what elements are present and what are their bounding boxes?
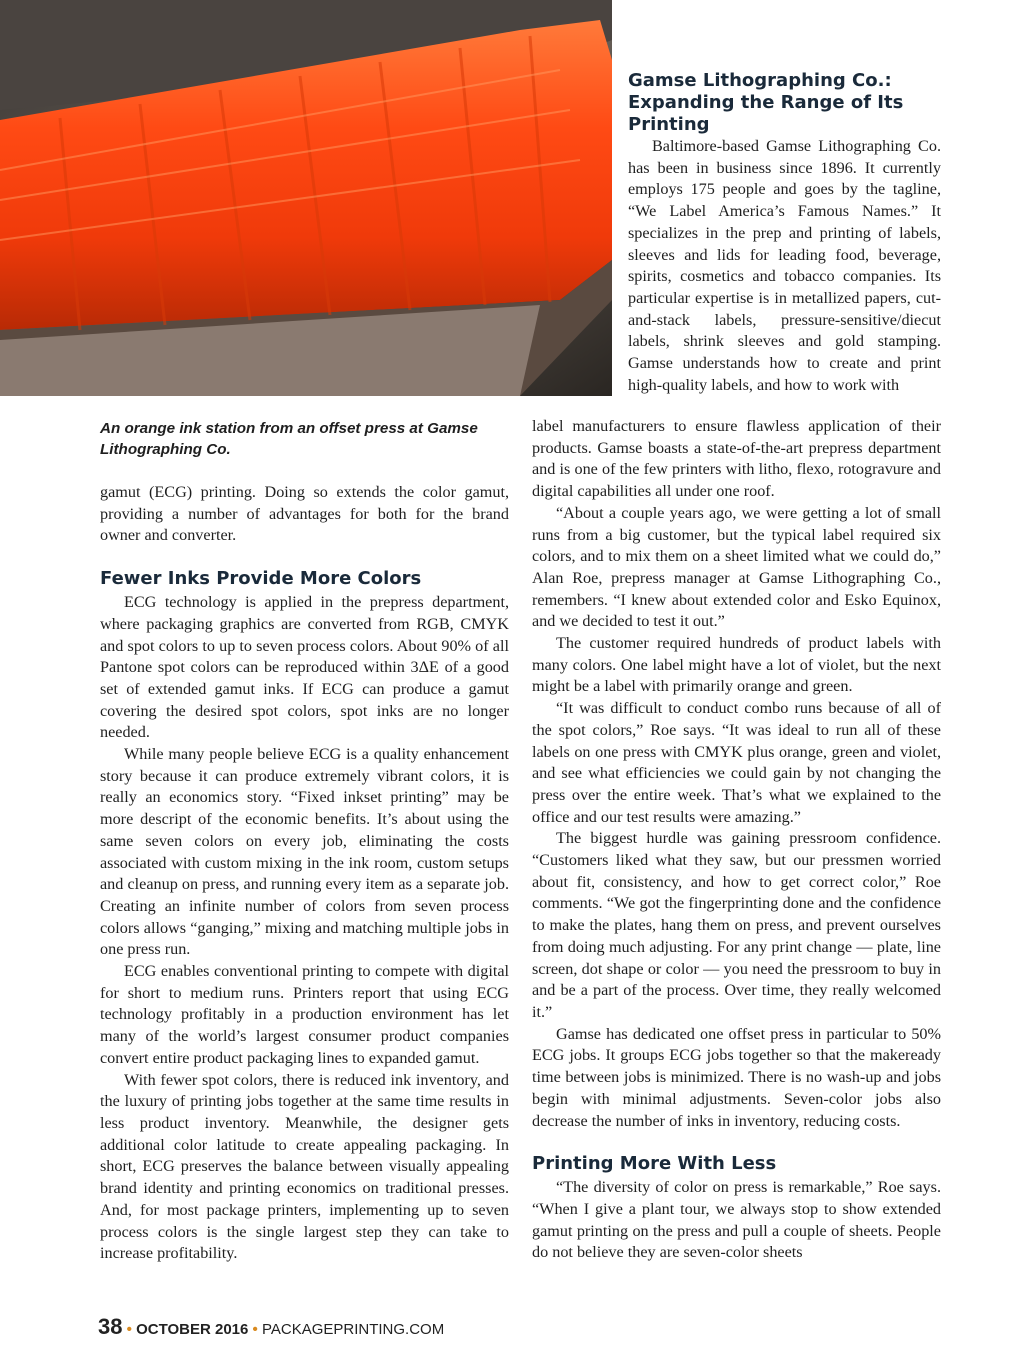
page-number: 38 [98, 1314, 123, 1339]
left-intro: gamut (ECG) printing. Doing so extends the color gamut, providing a number of advantages for both for the brand owner and converter. [100, 483, 509, 545]
section-heading-fewer-inks: Fewer Inks Provide More Colors [100, 568, 422, 590]
photo-caption: An orange ink station from an offset press at Gamse Lithographing Co. [100, 420, 478, 458]
section-heading-printing-more: Printing More With Less [532, 1153, 777, 1175]
sidebar-wrap-text [628, 136, 941, 396]
separator-dot: • [252, 1321, 258, 1338]
separator-dot: • [126, 1321, 132, 1338]
right-paragraph: The customer required hundreds of product labels with many colors. One label might have a lot of violet, but the next might be a label with primarily orange and green. [532, 634, 941, 696]
right-paragraph: The biggest hurdle was gaining pressroom confidence. “Customers liked what they saw, but our pressmen worried about fit, consistency, and how to get correct color,” Roe comments. “We got the fingerprinting done and the confidence to make the plates, hang them on press, and prevent ourselves from doing much adjusting. For any print change — plate, line screen, dot shape or color — you need the pressroom to buy in and be a part of the process. Over time, they really welcomed it.” [532, 829, 941, 1021]
right-paragraph: label manufacturers to ensure flawless application of their products. Gamse boasts a state-of-the-art prepress department and is one of the few printers with litho, flexo, rotogravure and digital capabilities all under one roof. [532, 417, 941, 501]
left-paragraph: ECG enables conventional printing to compete with digital for short to medium runs. Printers report that using ECG technology profitably in a production environment has let many of the world’s largest consumer product companies convert entire product packaging lines to expanded gamut. [100, 962, 509, 1067]
left-paragraph: With fewer spot colors, there is reduced ink inventory, and the luxury of printing jobs together at the same time results in less product inventory. Meanwhile, the designer gets additional color latitude to create appealing packaging. In short, ECG preserves the balance between visually appealing brand identity and printing economics on traditional presses. And, for most package printers, implementing up to seven process colors is the single largest step they can take to increase profitability. [100, 1070, 509, 1263]
site-url: PACKAGEPRINTING.COM [261, 1321, 445, 1338]
right-paragraph: “The diversity of color on press is remarkable,” Roe says. “When I give a plant tour, we always stop to show extended gamut printing on the press and pull a couple of sheets. People do not believe they are seven-color sheets [532, 1178, 941, 1262]
sidebar-heading: Gamse Lithographing Co.: Expanding the Range of Its Printing [628, 70, 904, 135]
left-paragraph: ECG technology is applied in the prepress department, where packaging graphics are converted from RGB, CMYK and spot colors to up to seven process colors. About 90% of all Pantone spot colors can be reproduced within 3ΔE of a good set of extended gamut inks. If ECG can produce a gamut covering the desired spot colors, spot inks are no longer needed. [100, 593, 509, 742]
left-paragraph: While many people believe ECG is a quality enhancement story because it can produce extremely vibrant colors, it is really an economics story. “Fixed inkset printing” may be more descript of the economic benefits. It’s about using the same seven colors on every job, eliminating the costs associated with custom mixing in the ink room, custom setups and cleanup on press, and running every item as a separate job. Creating an infinite number of colors from seven process colors allows “ganging,” mixing and matching multiple jobs in one press run. [100, 745, 509, 959]
sidebar-paragraph: Baltimore-based Gamse Lithographing Co. has been in business since 1896. It currently employs 175 people and goes by the tagline, “We Label America’s Famous Names.” It specializes in the prep and printing of labels, sleeves and lids for leading food, beverage, spirits, cosmetics and tobacco companies. Its particular expertise is in metallized papers, cut-and-stack labels, pressure-sensitive/diecut labels, shrink sleeves and gold stamping. Gamse understands how to create and print high-quality labels, and how to work with [628, 137, 941, 394]
left-column [100, 482, 509, 1265]
page-footer [98, 1314, 444, 1340]
issue-date: OCTOBER 2016 [136, 1321, 249, 1338]
right-paragraph: “It was difficult to conduct combo runs because of all of the spot colors,” Roe says. “It was ideal to run all of these labels on one press with CMYK plus orange, green and violet, and see what efficiencies we could gain by not changing the press over the entire week. That’s what we explained to the office and our test results were amazing.” [532, 699, 941, 826]
right-column [532, 416, 941, 1264]
right-paragraph: “About a couple years ago, we were getting a lot of small runs from a big customer, but the typical label required six colors, and to mix them on a sheet limited what we could do,” Alan Roe, prepress manager at Gamse Lithographing Co., remembers. “I knew about extended color and Esko Equinox, and we decided to test it out.” [532, 503, 941, 631]
orange-ink-rollers-photo [0, 0, 612, 396]
right-paragraph: Gamse has dedicated one offset press in particular to 50% ECG jobs. It groups ECG jobs together so that the makeready time between jobs is minimized. There is no wash-up and jobs begin with minimal adjustments. Seven-color jobs also decrease the number of inks in inventory, reducing costs. [532, 1024, 941, 1130]
